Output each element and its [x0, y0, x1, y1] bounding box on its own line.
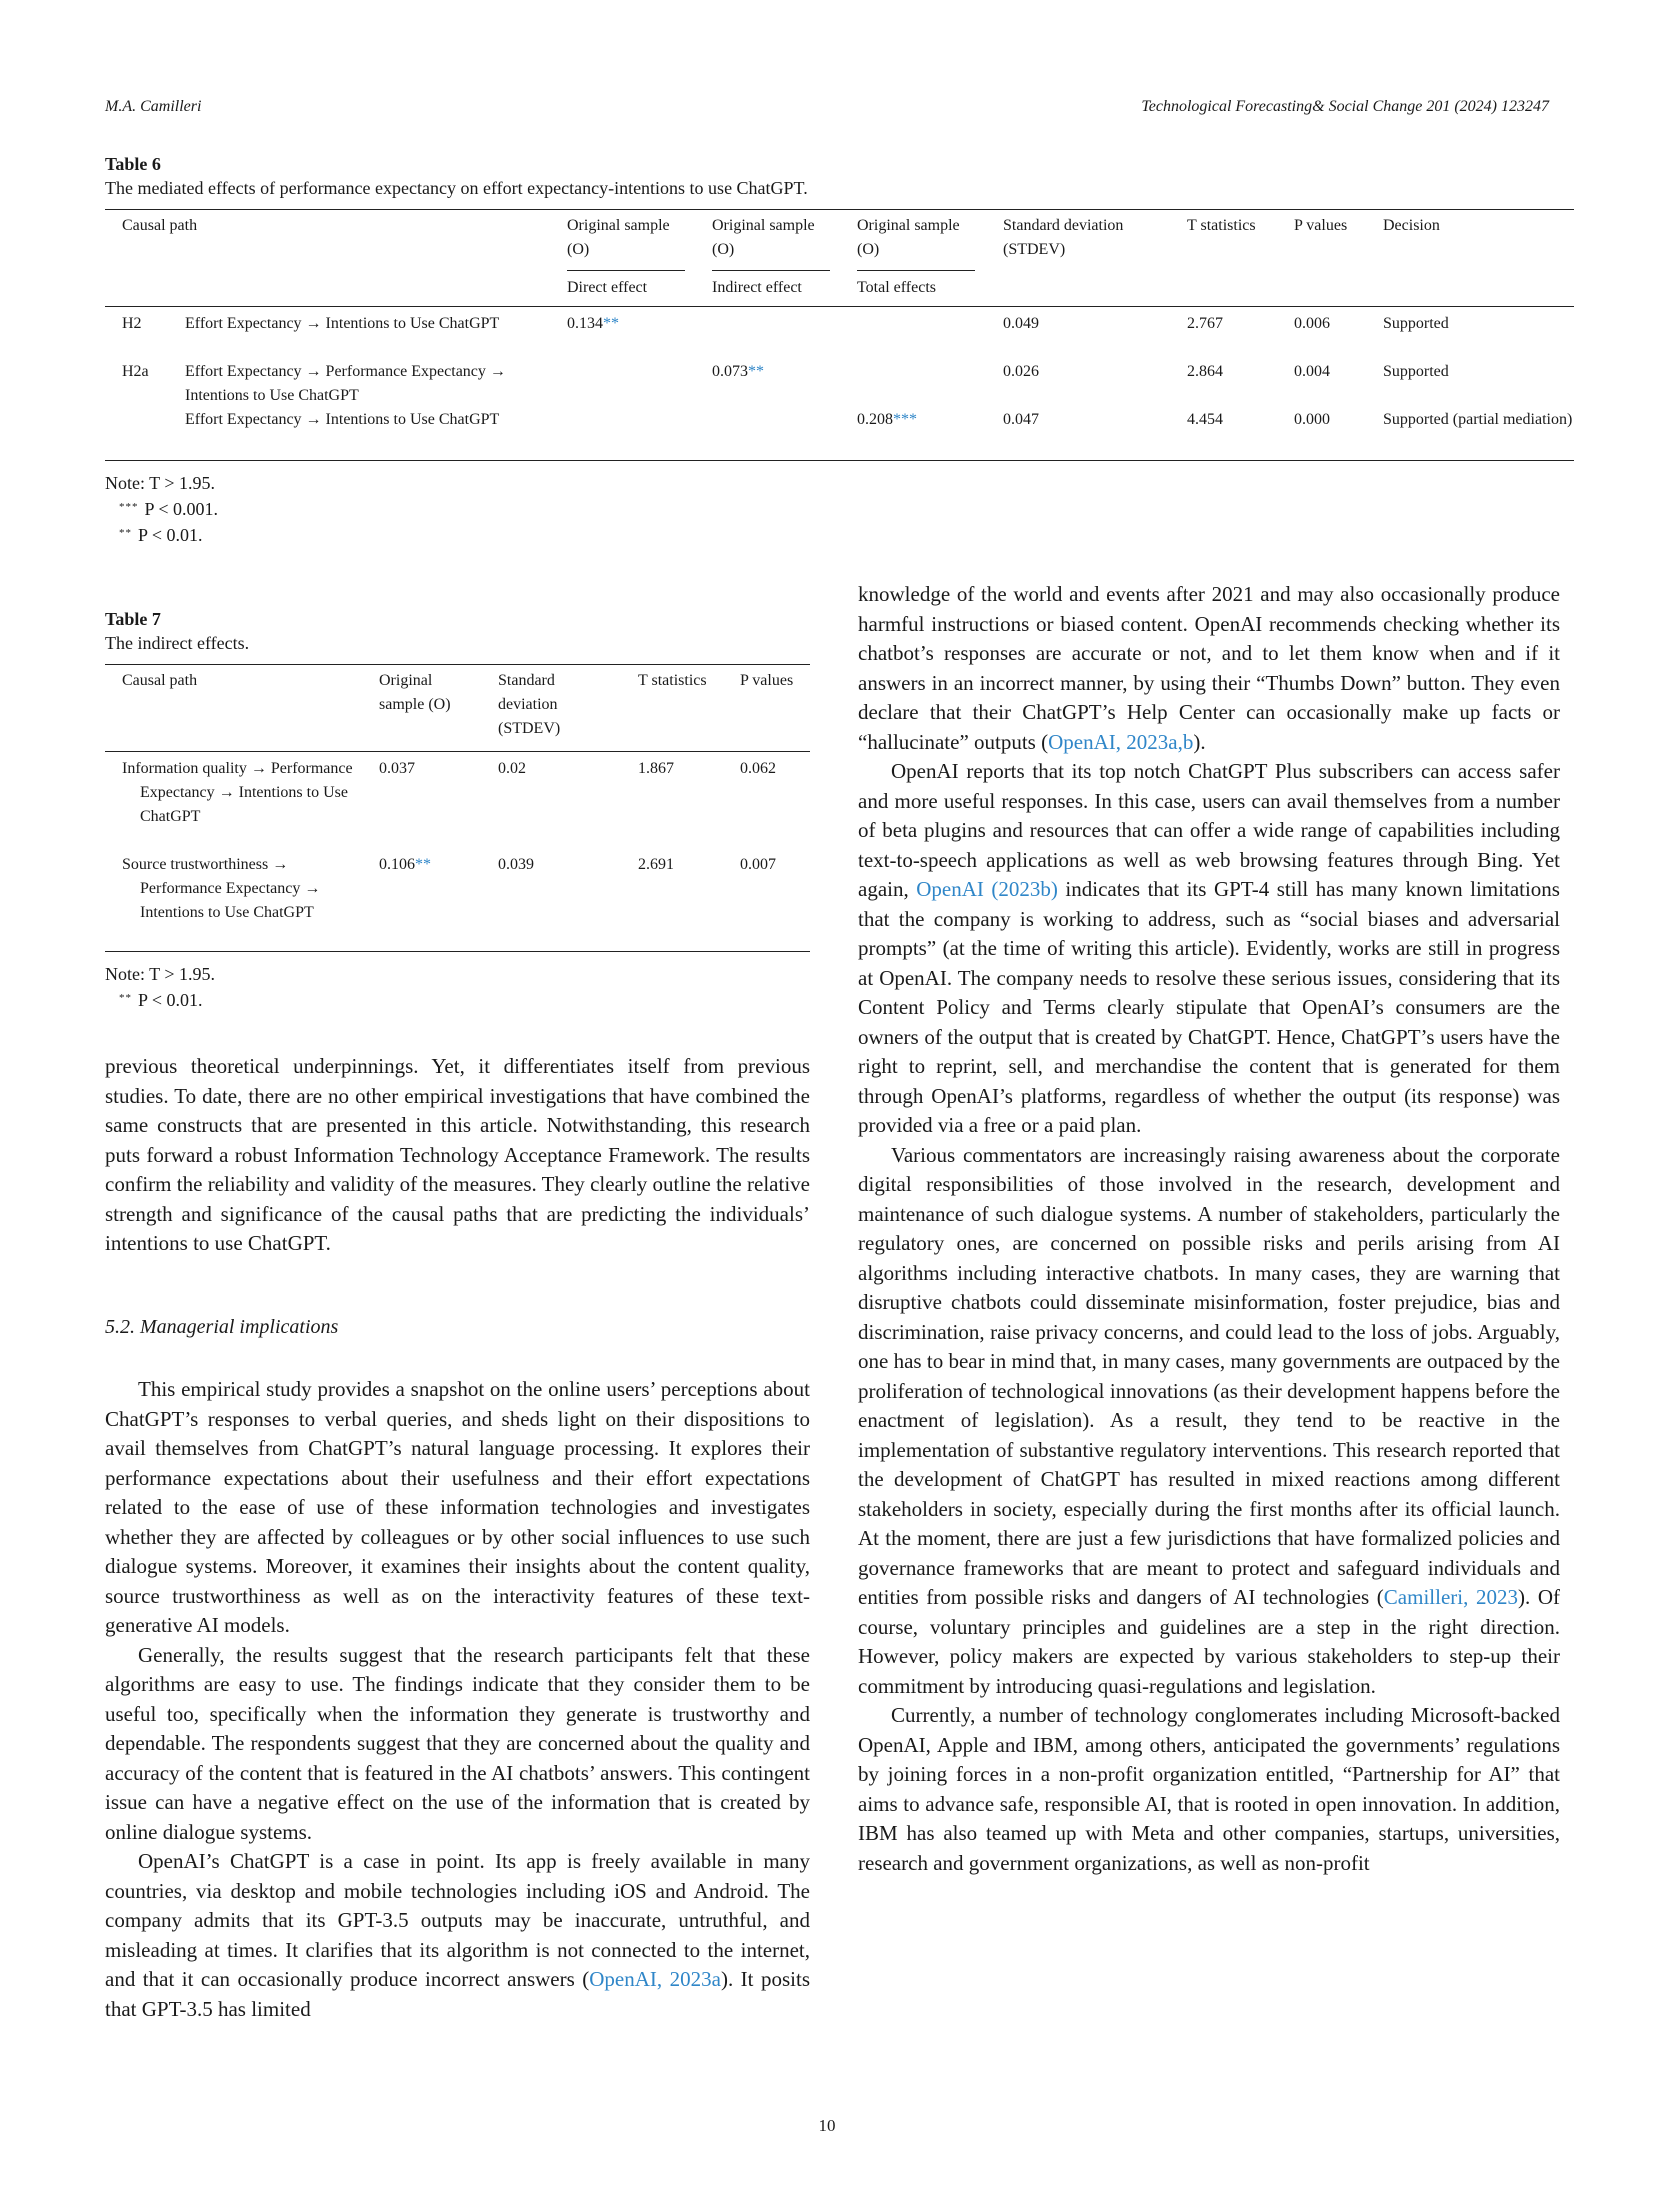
citation-link[interactable]: Camilleri, 2023	[1383, 1585, 1518, 1609]
indirect-effect-cell: 0.073**	[712, 363, 764, 380]
table-6	[105, 152, 1574, 545]
table-rule-header	[105, 306, 1574, 307]
paragraph: Various commentators are increasingly raising awareness about the corporate digital responsibilities of those involved in the research, development and maintenance of such dialogue systems. A number of stakeholders, particularly the regulatory ones, are concerned on possible risks and perils arising from AI algorithms including interactive chatbots. In many cases, they are warning that disruptive chatbots could disseminate misinformation, foster prejudice, bias and discrimination, raise privacy concerns, and could lead to the loss of jobs. Arguably, one has to bear in mind that, in many cases, many governments are outpaced by the proliferation of technological innovations (as their development happens before the enactment of legislation). As a result, they tend to be reactive in the implementation of substantive regulatory interventions. This research reported that the development of ChatGPT has resulted in mixed reactions among different stakeholders in society, especially during the first months after its official launch. At the moment, there are just a few jurisdictions that have formalized policies and governance frameworks that are meant to protect and safeguard individuals and entities from possible risks and dangers of AI technologies (Camilleri, 2023). Of course, voluntary principles and guidelines are a step in the right direction. However, policy makers are expected by various stakeholders to step-up their commitment by introducing quasi-regulations and legislation.	[858, 1142, 1560, 1698]
header-original-sample: Original sample (O)	[857, 217, 960, 258]
stdev-cell: 0.047	[1003, 411, 1039, 428]
significance-stars: **	[603, 315, 619, 332]
citation-link[interactable]: OpenAI, 2023a	[589, 1967, 721, 1991]
t-statistic-cell: 2.691	[638, 856, 674, 873]
causal-path-cell: Information quality → Performance Expectancy → Intentions to Use ChatGPT	[122, 760, 353, 825]
original-sample-cell: 0.037	[379, 760, 415, 777]
header-indirect-effect: Indirect effect	[712, 279, 802, 296]
decision-cell: Supported	[1383, 315, 1449, 332]
paragraph: Generally, the results suggest that the research participants felt that these algorithms are easy to use. The findings indicate that they consider them to be useful too, specifically when the information they generate is trustworthy and dependable. The respondents suggest that they are concerned about the quality and accuracy of the content that is featured in the AI chatbots’ answers. This contingent issue can have a negative effect on the use of the information that is created by online dialogue systems.	[105, 1642, 810, 1844]
table-7-caption: The indirect effects.	[105, 633, 250, 653]
p-value-cell: 0.006	[1294, 315, 1330, 332]
paragraph: OpenAI’s ChatGPT is a case in point. Its app is freely available in many countries, via desktop and mobile technologies including iOS and Android. The company admits that its GPT-3.5 outputs may be inaccurate, untruthful, and misleading at times. It clarifies that its algorithm is not connected to the internet, and that it can occasionally produce incorrect answers (OpenAI, 2023a). It posits that GPT-3.5 has limited	[105, 1849, 810, 2021]
citation-link[interactable]: OpenAI (2023b)	[916, 877, 1058, 901]
table-rule-bottom	[105, 460, 1574, 461]
paragraph: Currently, a number of technology conglomerates including Microsoft-backed OpenAI, Apple and IBM, among others, anticipated the governments’ regulations by joining forces in a non-profit organization entitled, “Partnership for AI” that aims to advance safe, responsible AI, that is rooted in open innovation. In addition, IBM has also teamed up with Meta and other companies, startups, universities, research and government organizations, as well as non-profit	[858, 1703, 1560, 1875]
causal-path-cell: Effort Expectancy → Performance Expectancy → Intentions to Use ChatGPT	[185, 363, 506, 404]
paragraph: This empirical study provides a snapshot on the online users’ perceptions about ChatGPT’s responses to verbal queries, and sheds light on their dispositions to avail themselves from ChatGPT’s natural language processing. It explores their performance expectations about their usefulness and their effort expectations related to the ease of use of these information technologies and investigates whether they are affected by colleagues or by other social influences to use such dialogue systems. Moreover, it examines their insights about the content quality, source trustworthiness as well as on the interactivity features of these text-generative AI models.	[105, 1377, 810, 1637]
causal-path-cell: Source trustworthiness → Performance Expectancy → Intentions to Use ChatGPT	[122, 856, 321, 921]
table-note: Note: T > 1.95.	[105, 473, 215, 493]
header-original-sample: Original sample (O)	[567, 217, 670, 258]
table-note: ** P < 0.01.	[119, 990, 203, 1010]
paragraph: knowledge of the world and events after 2021 and may also occasionally produce harmful instructions or biased content. OpenAI recommends checking whether its chatbot’s responses are accurate or not, and to let them know when and if it answers in an incorrect manner, by using their “Thumbs Down” button. They even declare that their ChatGPT’s Help Center can occasionally make up facts or “hallucinate” outputs (OpenAI, 2023a,b).	[858, 582, 1560, 754]
table-rule-header	[105, 751, 810, 752]
paragraph: OpenAI reports that its top notch ChatGPT Plus subscribers can access safer and more useful responses. In this case, users can avail themselves from a number of beta plugins and resources that can offer a wide range of capabilities including text-to-speech applications as well as web browsing features through Bing. Yet again, OpenAI (2023b) indicates that its GPT-4 still has many known limitations that the company is working to address, such as “social biases and adversarial prompts” (at the time of writing this article). Evidently, works are still in progress at OpenAI. The company needs to resolve these serious issues, considering that its Content Policy and Terms clearly stipulate that OpenAI’s consumers are the owners of the output that is created by ChatGPT. Hence, ChatGPT’s users have the right to reprint, sell, and merchandise the content that is generated for them through OpenAI’s platforms, regardless of whether the output (its response) was provided via a free or a paid plan.	[858, 759, 1560, 1137]
running-journal: Technological Forecasting& Social Change 201 (2024) 123247	[1141, 98, 1549, 115]
t-statistic-cell: 2.864	[1187, 363, 1223, 380]
header-stdev: Standard deviation (STDEV)	[498, 672, 561, 737]
table-7-label: Table 7	[105, 609, 161, 629]
stdev-cell: 0.039	[498, 856, 534, 873]
right-column-text	[858, 580, 1560, 1878]
header-p-values: P values	[740, 672, 794, 689]
table-7	[105, 607, 810, 1010]
left-column-text-top	[105, 1052, 810, 1259]
header-causal-path: Causal path	[122, 672, 198, 689]
table-6-label: Table 6	[105, 154, 161, 174]
header-original-sample: Original sample (O)	[712, 217, 815, 258]
left-column-text	[105, 1375, 810, 2024]
table-rule-bottom	[105, 951, 810, 952]
header-decision: Decision	[1383, 217, 1440, 234]
running-author: M.A. Camilleri	[105, 98, 202, 115]
header-direct-effect: Direct effect	[567, 279, 648, 296]
t-statistic-cell: 2.767	[1187, 315, 1223, 332]
significance-stars: **	[748, 363, 764, 380]
hypothesis-label: H2	[122, 315, 142, 332]
header-t-statistics: T statistics	[1187, 217, 1256, 234]
table-6-caption: The mediated effects of performance expectancy on effort expectancy-intentions to use ChatGPT.	[105, 178, 808, 198]
t-statistic-cell: 1.867	[638, 760, 674, 777]
subheader-rule	[567, 270, 685, 271]
header-causal-path: Causal path	[122, 217, 198, 234]
p-value-cell: 0.004	[1294, 363, 1330, 380]
section-heading: 5.2. Managerial implications	[105, 1316, 339, 1338]
subheader-rule	[857, 270, 975, 271]
subheader-rule	[712, 270, 830, 271]
p-value-cell: 0.007	[740, 856, 776, 873]
total-effect-cell: 0.208***	[857, 411, 917, 428]
t-statistic-cell: 4.454	[1187, 411, 1223, 428]
significance-stars: ***	[893, 411, 917, 428]
direct-effect-cell: 0.134**	[567, 315, 619, 332]
significance-stars: **	[415, 856, 431, 873]
table-rule-top	[105, 664, 810, 665]
table-rule-top	[105, 209, 1574, 210]
stdev-cell: 0.026	[1003, 363, 1039, 380]
p-value-cell: 0.062	[740, 760, 776, 777]
causal-path-cell: Effort Expectancy → Intentions to Use ChatGPT	[185, 411, 500, 428]
header-stdev: Standard deviation (STDEV)	[1003, 217, 1124, 258]
paragraph: previous theoretical underpinnings. Yet, it differentiates itself from previous studies. To date, there are no other empirical investigations that have combined the same constructs that are presented in this article. Notwithstanding, this research puts forward a robust Information Technology Acceptance Framework. The results confirm the reliability and validity of the measures. They clearly outline the relative strength and significance of the causal paths that are predicting the individuals’ intentions to use ChatGPT.	[105, 1054, 810, 1255]
stdev-cell: 0.049	[1003, 315, 1039, 332]
header-p-values: P values	[1294, 217, 1348, 234]
decision-cell: Supported	[1383, 363, 1449, 380]
causal-path-cell: Effort Expectancy → Intentions to Use ChatGPT	[185, 315, 500, 332]
header-original-sample: Original sample (O)	[379, 672, 451, 713]
citation-link[interactable]: OpenAI, 2023a,b	[1048, 729, 1194, 754]
table-note: ** P < 0.01.	[119, 525, 203, 545]
p-value-cell: 0.000	[1294, 411, 1330, 428]
original-sample-cell: 0.106**	[379, 856, 431, 873]
hypothesis-label: H2a	[122, 363, 149, 380]
decision-cell: Supported (partial mediation)	[1383, 411, 1573, 428]
table-note: *** P < 0.001.	[119, 499, 218, 519]
header-t-statistics: T statistics	[638, 672, 707, 689]
page-number: 10	[818, 2116, 836, 2135]
header-total-effects: Total effects	[857, 279, 936, 296]
stdev-cell: 0.02	[498, 760, 526, 777]
table-note: Note: T > 1.95.	[105, 964, 215, 984]
